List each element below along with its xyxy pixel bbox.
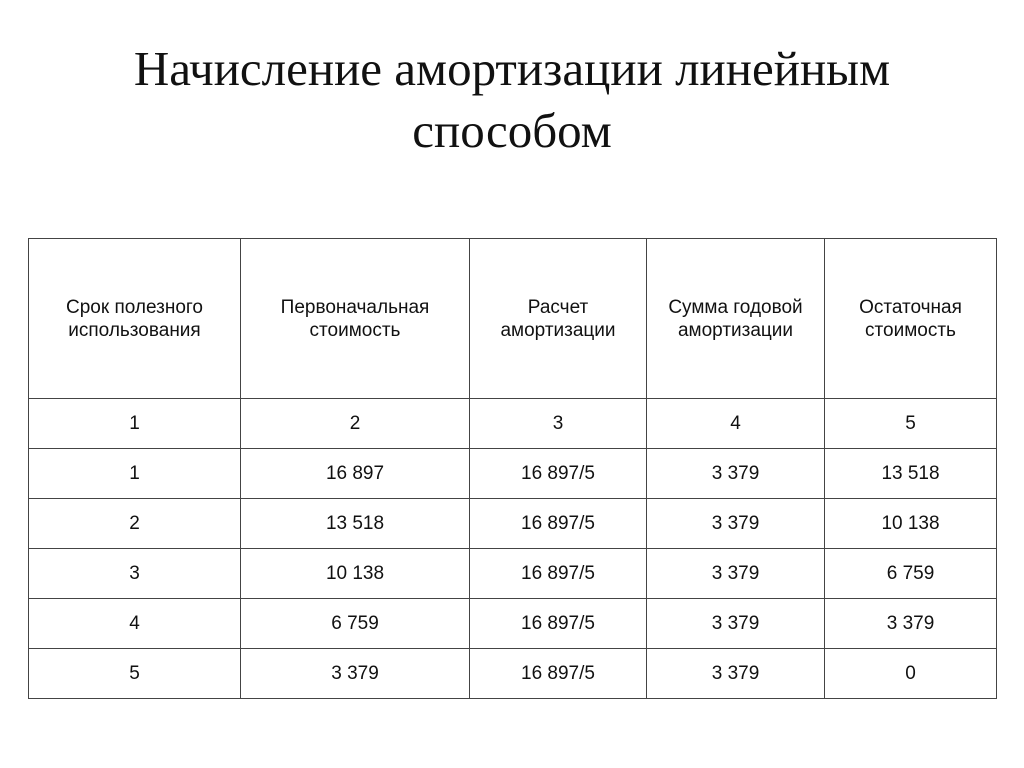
table-cell: 4: [647, 399, 825, 449]
header-depreciation-calculation: Расчет амортизации: [470, 239, 647, 399]
table-cell: 16 897/5: [470, 549, 647, 599]
table-cell: 16 897/5: [470, 449, 647, 499]
table-cell: 16 897: [241, 449, 470, 499]
table-cell: 16 897/5: [470, 649, 647, 699]
table-row: [29, 649, 997, 699]
table-cell: 2: [29, 499, 241, 549]
table-header-row: [29, 239, 997, 399]
table-row: [29, 399, 997, 449]
table-cell: 4: [29, 599, 241, 649]
table-row: [29, 449, 997, 499]
header-annual-depreciation: Сумма годовой амортизации: [647, 239, 825, 399]
table-cell: 1: [29, 449, 241, 499]
table-cell: 16 897/5: [470, 499, 647, 549]
header-initial-cost: Первоначальная стоимость: [241, 239, 470, 399]
header-useful-life: Срок полезного использования: [29, 239, 241, 399]
table-cell: 10 138: [241, 549, 470, 599]
table-cell: 3 379: [647, 649, 825, 699]
header-residual-value: Остаточная стоимость: [825, 239, 997, 399]
table-cell: 6 759: [825, 549, 997, 599]
table-cell: 5: [29, 649, 241, 699]
table-cell: 2: [241, 399, 470, 449]
table-cell: 1: [29, 399, 241, 449]
table-cell: 3 379: [825, 599, 997, 649]
table-cell: 13 518: [825, 449, 997, 499]
table-cell: 13 518: [241, 499, 470, 549]
slide-title-line-2: способом: [412, 103, 612, 158]
table-cell: 3 379: [647, 599, 825, 649]
table-cell: 10 138: [825, 499, 997, 549]
table-cell: 3 379: [647, 449, 825, 499]
table-cell: 6 759: [241, 599, 470, 649]
table-row: [29, 599, 997, 649]
table-cell: 5: [825, 399, 997, 449]
table-cell: 3 379: [241, 649, 470, 699]
table-row: [29, 499, 997, 549]
table-cell: 3: [470, 399, 647, 449]
slide-title-line-1: Начисление амортизации линейным: [133, 41, 891, 96]
table-cell: 3: [29, 549, 241, 599]
table-cell: 3 379: [647, 499, 825, 549]
table-row: [29, 549, 997, 599]
table-cell: 16 897/5: [470, 599, 647, 649]
slide-title: [40, 38, 984, 162]
table-cell: 0: [825, 649, 997, 699]
depreciation-table: [28, 238, 997, 699]
table-cell: 3 379: [647, 549, 825, 599]
